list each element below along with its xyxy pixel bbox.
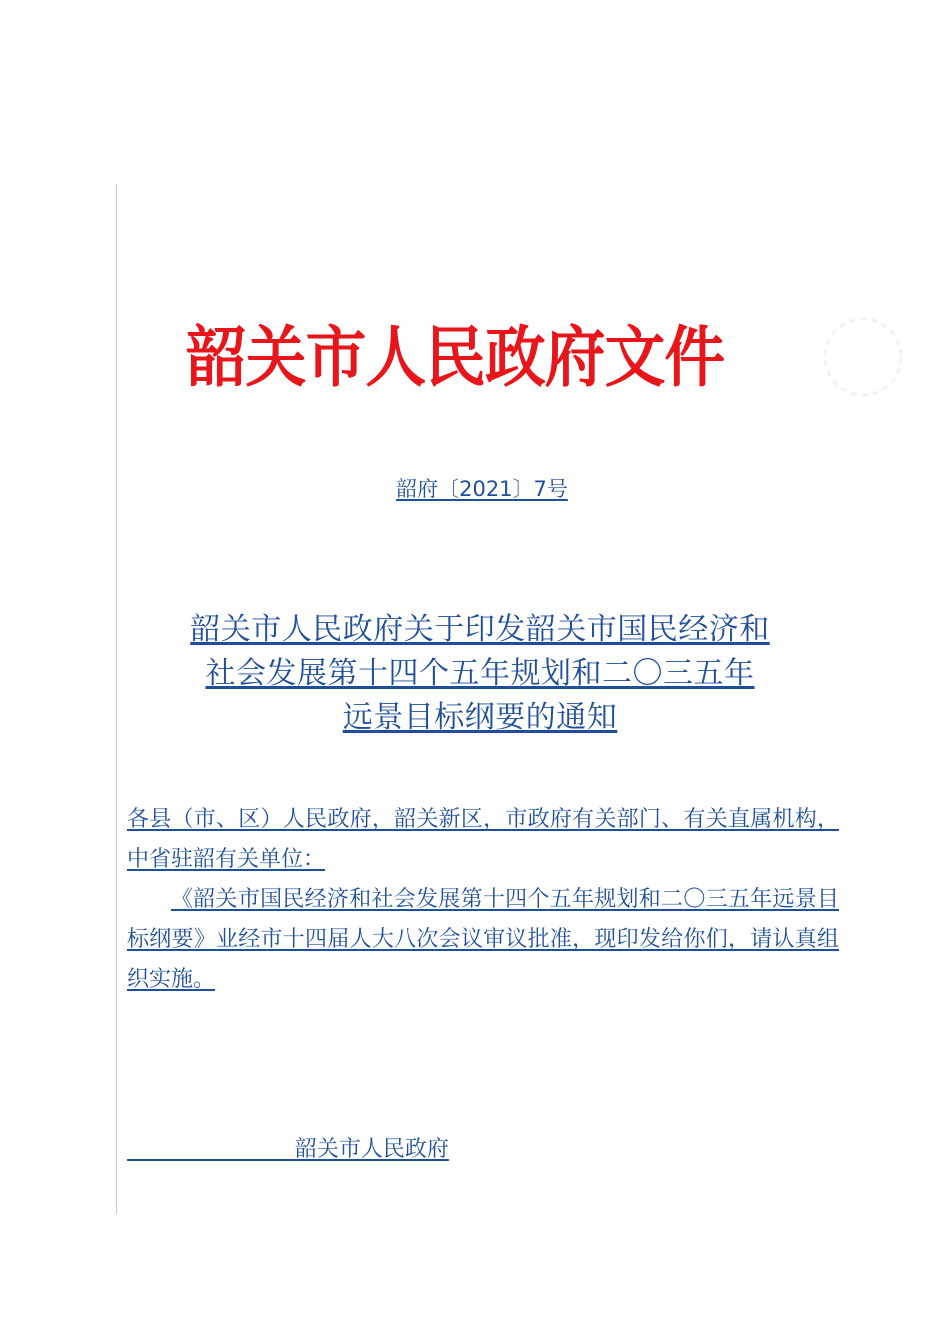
notice-title[interactable] [120, 608, 840, 740]
faint-stamp-mark [808, 312, 918, 402]
notice-title-line-3[interactable]: 远景目标纲要的通知 [342, 700, 618, 735]
document-header-title: 韶关市人民政府文件 [186, 318, 725, 396]
signature-issuer[interactable]: 韶关市人民政府 [294, 1137, 449, 1162]
notice-body [127, 800, 839, 1000]
document-number[interactable]: 韶府〔2021〕7号 [396, 477, 568, 501]
page-margin-rule [116, 184, 117, 1214]
signature-leader [127, 1137, 295, 1162]
addressee-paragraph[interactable]: 各县（市、区）人民政府，韶关新区，市政府有关部门、有关直属机构，中省驻韶有关单位： [127, 807, 839, 872]
notice-title-line-2[interactable]: 社会发展第十四个五年规划和二〇三五年 [205, 656, 755, 691]
notice-title-line-1[interactable]: 韶关市人民政府关于印发韶关市国民经济和 [190, 612, 770, 647]
main-paragraph[interactable]: 《韶关市国民经济和社会发展第十四个五年规划和二〇三五年远景目标纲要》业经市十四届人大八次会议审议批准，现印发给你们，请认真组织实施。 [127, 887, 839, 992]
signature-line[interactable] [127, 1134, 449, 1166]
